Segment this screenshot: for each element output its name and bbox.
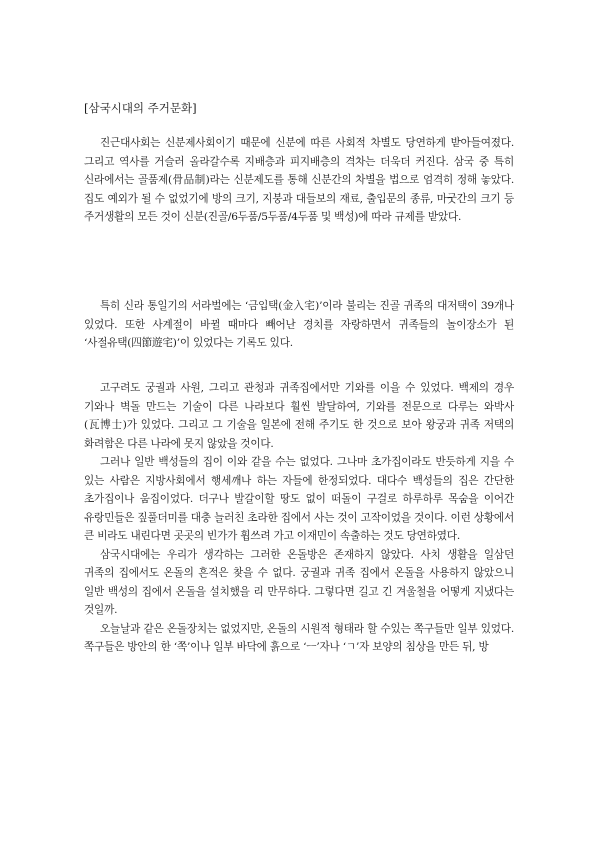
- paragraph-roof-tiles: 고구려도 궁궐과 사원, 그리고 관청과 귀족집에서만 기와를 이을 수 있었다. 백제의 경우 기와나 벽돌 만드는 기술이 다른 나라보다 훨씬 발달하여, 기와를 전문으로 다루는 와박사(瓦博士)가 있었다. 그리고 그 기술을 일본에 전해 주기도 한 것으로 보아 왕궁과 귀족 저택의 화려함은 다른 나라에 못지 않았을 것이다.: [84, 382, 514, 450]
- paragraph-ondol-absence: 삼국시대에는 우리가 생각하는 그러한 온돌방은 존재하지 않았다. 사치 생활을 일삼던 귀족의 집에서도 온돌의 흔적은 찾을 수 없다. 궁궐과 귀족 집에서 온돌을 사용하지 않았으니 일반 백성의 집에서 온돌을 설치했을 리 만무하다. 그렇다면 길고 긴 겨울철을 어떻게 지냈다는 것일까.: [84, 548, 514, 616]
- paragraph-commoner-houses: 그러나 일반 백성들의 집이 이와 같을 수는 없었다. 그나마 초가집이라도 반듯하게 지을 수 있는 사람은 지방사회에서 행세깨나 하는 자들에 한정되었다. 대다수 백성들의 집은 간단한 초가집이나 움집이었다. 더구나 발갈이할 땅도 없이 떠돌이 구걸로 하루하루 목숨을 이어간 유랑민들은 짚풀더미를 대충 늘러친 초라한 집에서 사는 것이 고작이었을 것이다. 이런 상황에서 큰 비라도 내린다면 곳곳의 빈가가 휩쓰려 가고 이재민이 속출하는 것도 당연하였다.: [84, 456, 514, 542]
- paragraph-jjokgudeul: 오늘날과 같은 온돌장치는 없었지만, 온돌의 시원적 형태라 할 수있는 쪽구들만 일부 있었다. 쪽구들은 방안의 한 ‘쪽’이나 일부 바닥에 흙으로 ‘ㅡ’자나 ‘ㄱ’자 보양의 침상을 만든 뒤, 방: [84, 622, 514, 653]
- body-block-silla: [84, 297, 514, 353]
- paragraph-silla-mansions: 특히 신라 통일기의 서라벌에는 ‘금입택(金入宅)’이라 불리는 진골 귀족의 대저택이 39개나 있었다. 또한 사계절이 바뀔 때마다 빼어난 경치를 자랑하면서 귀족들의 놀이장소가 된 ‘사절유택(四節遊宅)’이 있었다는 기록도 있다.: [84, 300, 514, 349]
- body-block-main: [84, 379, 514, 657]
- body-block-caste: [84, 134, 514, 227]
- section-heading: [삼국시대의 주거문화]: [84, 101, 197, 115]
- paragraph-caste-system: 진근대사회는 신분제사회이기 때문에 신분에 따른 사회적 차별도 당연하게 받아들여졌다. 그리고 역사를 거슬러 올라갈수록 지배층과 피지배층의 격차는 더욱더 커진다. 삼국 중 특히 신라에서는 골품제(骨品制)라는 신분제도를 통해 신분간의 차별을 법으로 엄격히 정해 놓았다. 집도 예외가 될 수 없었기에 방의 크기, 지붕과 대들보의 재료, 출입문의 종류, 마굿간의 크기 등 주거생활의 모든 것이 신분(진골/6두품/5두품/4두품 및 백성)에 따라 규제를 받았다.: [84, 137, 514, 223]
